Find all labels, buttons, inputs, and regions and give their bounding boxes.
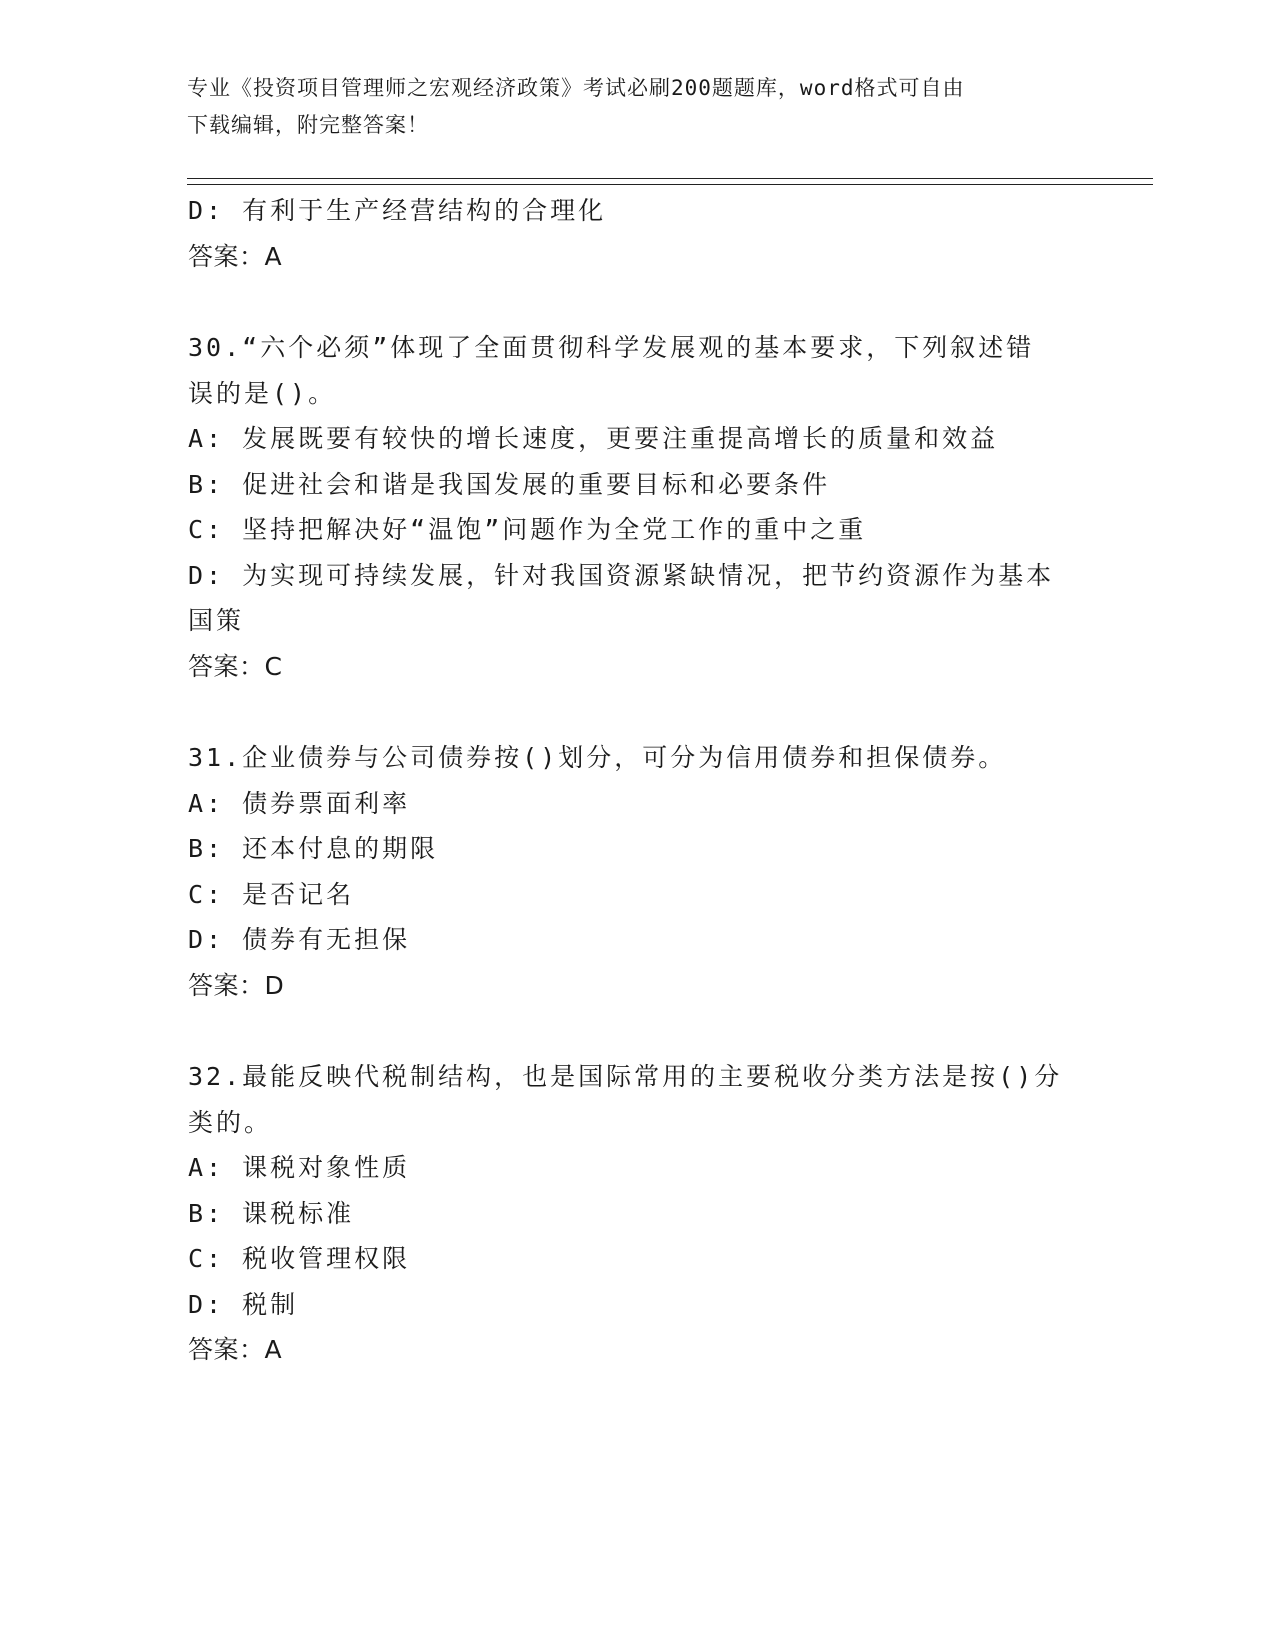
question-31 — [188, 735, 1088, 1008]
option-c: C: 坚持把解决好“温饱”问题作为全党工作的重中之重 — [188, 515, 867, 544]
option-a: A: 课税对象性质 — [188, 1153, 411, 1182]
answer-label: 答案：C — [188, 651, 283, 681]
document-header — [187, 70, 1087, 144]
option-d: D: 税制 — [188, 1289, 299, 1319]
answer-label: 答案：D — [188, 970, 285, 1000]
question-stem: 类的。 — [188, 1107, 273, 1137]
question-30 — [188, 325, 1088, 689]
option-b: B: 还本付息的期限 — [188, 834, 439, 863]
answer-label: 答案：A — [188, 241, 283, 271]
question-32 — [188, 1054, 1088, 1373]
option-d: D: 有利于生产经营结构的合理化 — [188, 196, 607, 225]
option-d: D: 为实现可持续发展，针对我国资源紧缺情况，把节约资源作为基本 — [188, 560, 1055, 590]
header-divider-top — [187, 178, 1153, 179]
option-d: 国策 — [188, 606, 245, 635]
header-divider-bottom — [187, 184, 1153, 185]
option-c: C: 是否记名 — [188, 879, 355, 909]
question-stem: 误的是()。 — [188, 378, 337, 408]
option-d: D: 债券有无担保 — [188, 925, 411, 954]
question-list — [188, 188, 1088, 1373]
carryover-question — [188, 188, 1088, 279]
header-line-1: 专业《投资项目管理师之宏观经济政策》考试必刷200题题库，word格式可自由 — [187, 76, 965, 100]
option-a: A: 债券票面利率 — [188, 788, 411, 818]
question-stem: 32.最能反映代税制结构，也是国际常用的主要税收分类方法是按()分 — [188, 1062, 1063, 1091]
option-a: A: 发展既要有较快的增长速度，更要注重提高增长的质量和效益 — [188, 424, 999, 453]
question-stem: 31.企业债券与公司债券按()划分，可分为信用债券和担保债券。 — [188, 743, 1007, 772]
option-b: B: 促进社会和谐是我国发展的重要目标和必要条件 — [188, 469, 831, 499]
option-c: C: 税收管理权限 — [188, 1244, 411, 1273]
header-line-2: 下载编辑，附完整答案！ — [187, 113, 429, 137]
question-stem: 30.“六个必须”体现了全面贯彻科学发展观的基本要求，下列叙述错 — [188, 333, 1035, 362]
answer-label: 答案：A — [188, 1335, 283, 1364]
option-b: B: 课税标准 — [188, 1198, 355, 1228]
